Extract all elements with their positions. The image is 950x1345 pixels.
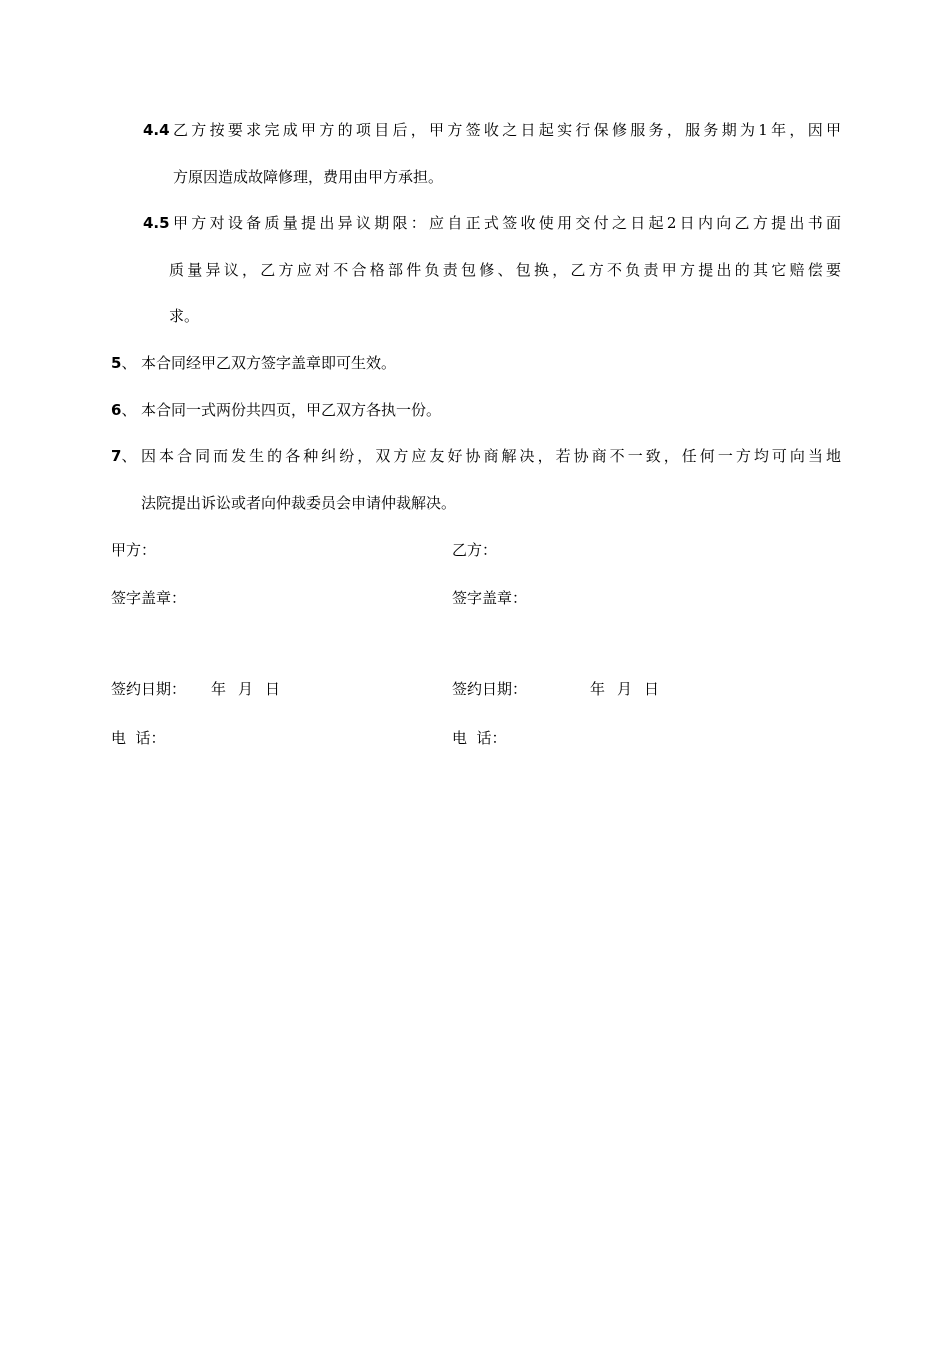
clause-4-5-line-1: 甲方对设备质量提出异议期限：应自正式签收使用交付之日起2日内向乙方提出书面 bbox=[173, 214, 841, 232]
party-a-seal-label: 签字盖章： bbox=[111, 589, 187, 607]
clause-7-line-2: 法院提出诉讼或者向仲裁委员会申请仲裁解决。 bbox=[141, 494, 457, 512]
party-a-date-label: 签约日期： bbox=[111, 680, 187, 698]
clause-4-4-line-1: 乙方按要求完成甲方的项目后，甲方签收之日起实行保修服务，服务期为1年，因甲 bbox=[173, 121, 841, 139]
clause-4-4-line-2: 方原因造成故障修理，费用由甲方承担。 bbox=[173, 168, 444, 186]
clause-4-5-line-2: 质量异议，乙方应对不合格部件负责包修、包换，乙方不负责甲方提出的其它赔偿要 bbox=[169, 261, 841, 279]
clause-4-4-number: 4.4 bbox=[143, 121, 170, 139]
party-a-label: 甲方： bbox=[111, 541, 157, 559]
clause-7-line-1: 因本合同而发生的各种纠纷，双方应友好协商解决，若协商不一致，任何一方均可向当地 bbox=[141, 447, 841, 465]
clause-6 bbox=[111, 400, 136, 420]
clause-5-number: 5 bbox=[111, 354, 122, 372]
party-b-date-label: 签约日期： bbox=[452, 680, 528, 698]
clause-6-text: 本合同一式两份共四页，甲乙双方各执一份。 bbox=[141, 401, 442, 419]
clause-5 bbox=[111, 353, 136, 373]
party-a-date-day: 日 bbox=[265, 680, 281, 698]
party-a-date-month: 月 bbox=[238, 680, 254, 698]
clause-7-separator: 、 bbox=[121, 447, 137, 465]
clause-7 bbox=[111, 446, 136, 466]
party-b-date-day: 日 bbox=[644, 680, 660, 698]
party-a-phone-label: 电 话： bbox=[111, 729, 166, 747]
party-b-phone-label: 电 话： bbox=[452, 729, 507, 747]
clause-4-5-number: 4.5 bbox=[143, 214, 170, 232]
clause-5-text: 本合同经甲乙双方签字盖章即可生效。 bbox=[141, 354, 397, 372]
clause-7-number: 7 bbox=[111, 447, 122, 465]
clause-5-separator: 、 bbox=[121, 354, 137, 372]
party-b-seal-label: 签字盖章： bbox=[452, 589, 528, 607]
clause-4-5-line-3: 求。 bbox=[169, 307, 200, 325]
party-a-date-year: 年 bbox=[211, 680, 227, 698]
clause-6-number: 6 bbox=[111, 401, 122, 419]
party-b-date-month: 月 bbox=[617, 680, 633, 698]
party-b-label: 乙方： bbox=[452, 541, 498, 559]
clause-6-separator: 、 bbox=[121, 401, 137, 419]
party-b-date-year: 年 bbox=[590, 680, 606, 698]
